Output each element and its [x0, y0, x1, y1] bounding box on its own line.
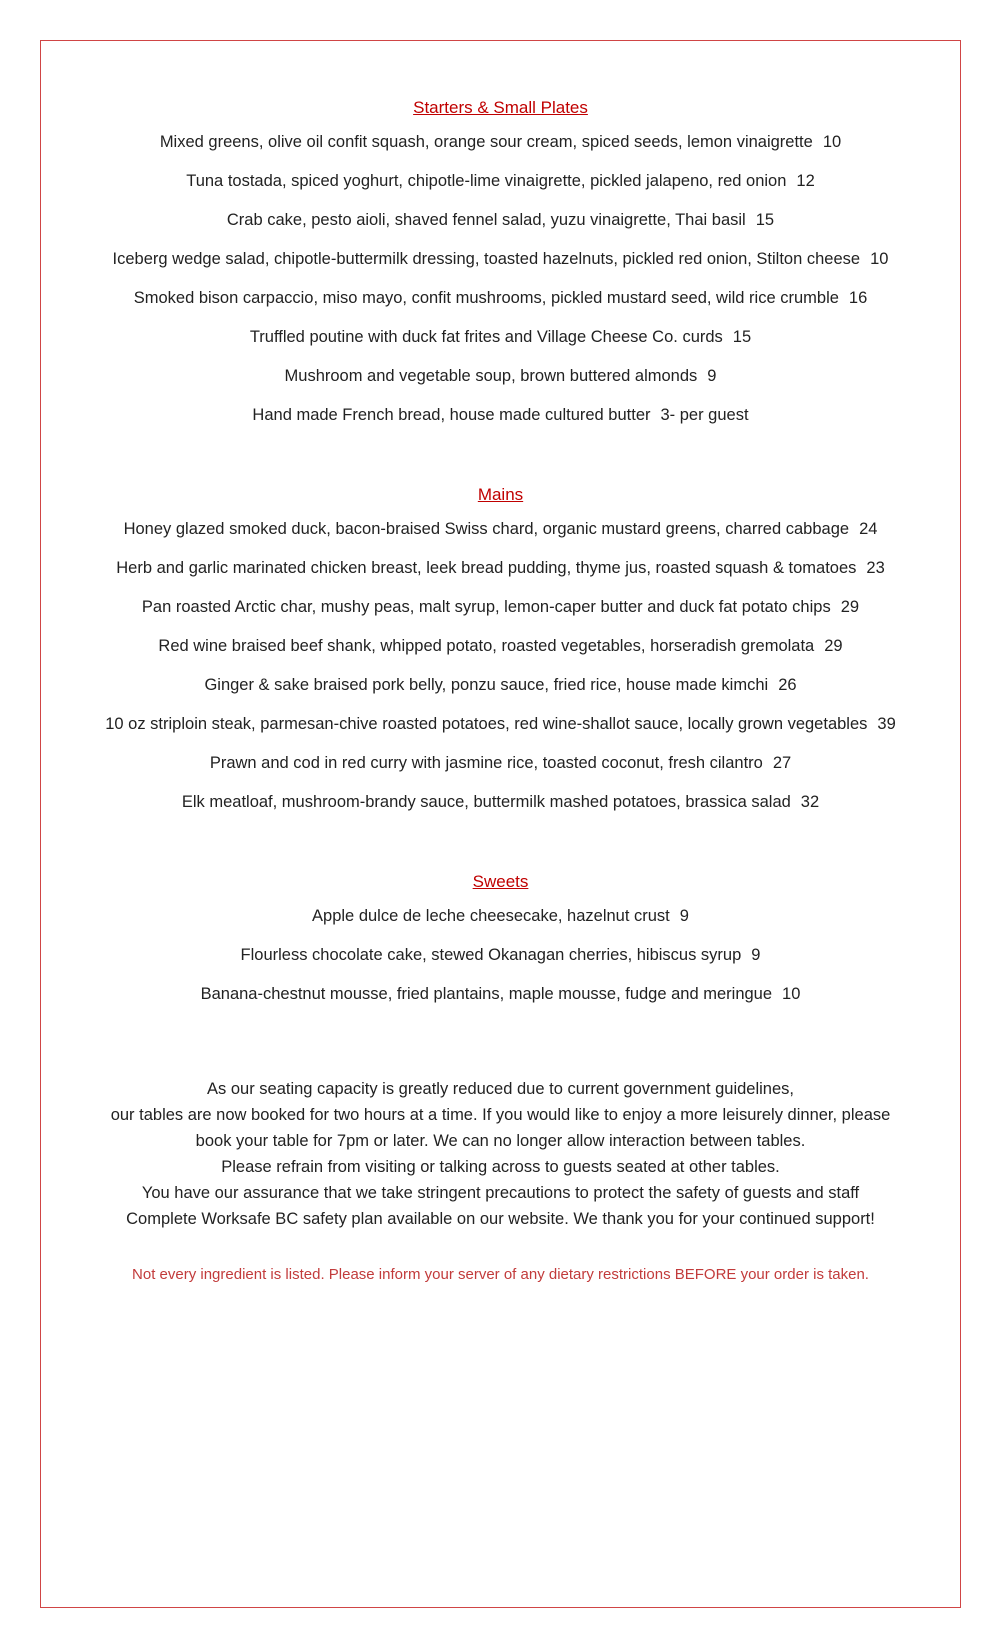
item-name: Mixed greens, olive oil confit squash, orange sour cream, spiced seeds, lemon vinaigrette — [159, 133, 813, 151]
item-price: 29 — [824, 637, 843, 655]
item-price: 10 — [870, 250, 889, 268]
starters-list — [40, 123, 961, 435]
menu-item — [40, 627, 961, 666]
item-price: 39 — [877, 715, 896, 733]
menu-item — [40, 744, 961, 783]
item-price: 16 — [848, 289, 868, 307]
menu-item — [40, 318, 961, 357]
notice-line: book your table for 7pm or later. We can no longer allow interaction between tables. — [195, 1132, 806, 1150]
menu-item — [40, 666, 961, 705]
item-name: 10 oz striploin steak, parmesan-chive roasted potatoes, red wine-shallot sauce, locally grown vegetables — [105, 715, 868, 733]
item-name: Red wine braised beef shank, whipped potato, roasted vegetables, horseradish gremolata — [158, 637, 815, 655]
section-title-starters: Starters & Small Plates — [413, 98, 588, 117]
item-name: Apple dulce de leche cheesecake, hazelnut crust — [312, 907, 670, 925]
item-name: Banana-chestnut mousse, fried plantains, maple mousse, fudge and meringue — [200, 985, 773, 1003]
menu-item — [40, 588, 961, 627]
item-name: Honey glazed smoked duck, bacon-braised Swiss chard, organic mustard greens, charred cabbage — [123, 520, 850, 538]
menu-item — [40, 549, 961, 588]
section-starters — [40, 95, 961, 435]
menu-item — [40, 240, 961, 279]
notice-line: Complete Worksafe BC safety plan available on our website. We thank you for your continued support! — [126, 1210, 875, 1228]
seating-notice — [40, 1076, 961, 1232]
menu-item — [40, 897, 961, 936]
menu-item — [40, 783, 961, 822]
item-price: 26 — [778, 676, 797, 694]
mains-list — [40, 510, 961, 822]
item-price: 10 — [782, 985, 801, 1003]
item-price: 24 — [859, 520, 878, 538]
item-name: Mushroom and vegetable soup, brown buttered almonds — [284, 367, 698, 385]
item-name: Hand made French bread, house made cultured butter — [252, 406, 651, 424]
item-price: 9 — [679, 907, 689, 925]
section-title-mains: Mains — [477, 485, 524, 504]
item-price: 27 — [772, 754, 792, 772]
item-price: 10 — [822, 133, 842, 151]
item-price: 3- per guest — [660, 406, 749, 424]
item-price: 15 — [732, 328, 752, 346]
notice-line: You have our assurance that we take stringent precautions to protect the safety of guests and staff — [141, 1184, 860, 1202]
menu-item — [40, 705, 961, 744]
item-price: 29 — [840, 598, 860, 616]
item-name: Flourless chocolate cake, stewed Okanagan cherries, hibiscus syrup — [240, 946, 742, 964]
item-name: Crab cake, pesto aioli, shaved fennel salad, yuzu vinaigrette, Thai basil — [226, 211, 746, 229]
section-mains — [40, 482, 961, 822]
item-name: Tuna tostada, spiced yoghurt, chipotle-lime vinaigrette, pickled jalapeno, red onion — [186, 172, 787, 190]
section-title-sweets: Sweets — [472, 872, 529, 891]
item-name: Prawn and cod in red curry with jasmine rice, toasted coconut, fresh cilantro — [209, 754, 763, 772]
item-name: Smoked bison carpaccio, miso mayo, confit mushrooms, pickled mustard seed, wild rice crumble — [133, 289, 839, 307]
menu-item — [40, 201, 961, 240]
item-price: 12 — [796, 172, 815, 190]
item-name: Herb and garlic marinated chicken breast, leek bread pudding, thyme jus, roasted squash & tomatoes — [116, 559, 857, 577]
menu-item — [40, 396, 961, 435]
item-price: 23 — [866, 559, 885, 577]
dietary-disclaimer: Not every ingredient is listed. Please inform your server of any dietary restrictions BEFORE your order is taken. — [132, 1266, 869, 1283]
item-name: Pan roasted Arctic char, mushy peas, malt syrup, lemon-caper butter and duck fat potato chips — [141, 598, 831, 616]
notice-line: As our seating capacity is greatly reduced due to current government guidelines, — [207, 1080, 794, 1098]
menu-item — [40, 936, 961, 975]
sweets-list — [40, 897, 961, 1014]
menu-item — [40, 975, 961, 1014]
menu-content — [40, 95, 961, 1298]
item-price: 9 — [751, 946, 761, 964]
menu-item — [40, 162, 961, 201]
item-name: Elk meatloaf, mushroom-brandy sauce, buttermilk mashed potatoes, brassica salad — [181, 793, 791, 811]
menu-item — [40, 123, 961, 162]
item-price: 9 — [707, 367, 717, 385]
item-name: Iceberg wedge salad, chipotle-buttermilk dressing, toasted hazelnuts, pickled red onion, Stilton cheese — [112, 250, 861, 268]
section-sweets — [40, 869, 961, 1014]
notice-line: our tables are now booked for two hours at a time. If you would like to enjoy a more leisurely dinner, please — [110, 1106, 891, 1124]
menu-item — [40, 510, 961, 549]
item-name: Truffled poutine with duck fat frites and Village Cheese Co. curds — [249, 328, 723, 346]
item-name: Ginger & sake braised pork belly, ponzu sauce, fried rice, house made kimchi — [204, 676, 769, 694]
menu-item — [40, 279, 961, 318]
item-price: 32 — [800, 793, 820, 811]
menu-item — [40, 357, 961, 396]
item-price: 15 — [755, 211, 775, 229]
notice-line: Please refrain from visiting or talking across to guests seated at other tables. — [221, 1158, 780, 1176]
